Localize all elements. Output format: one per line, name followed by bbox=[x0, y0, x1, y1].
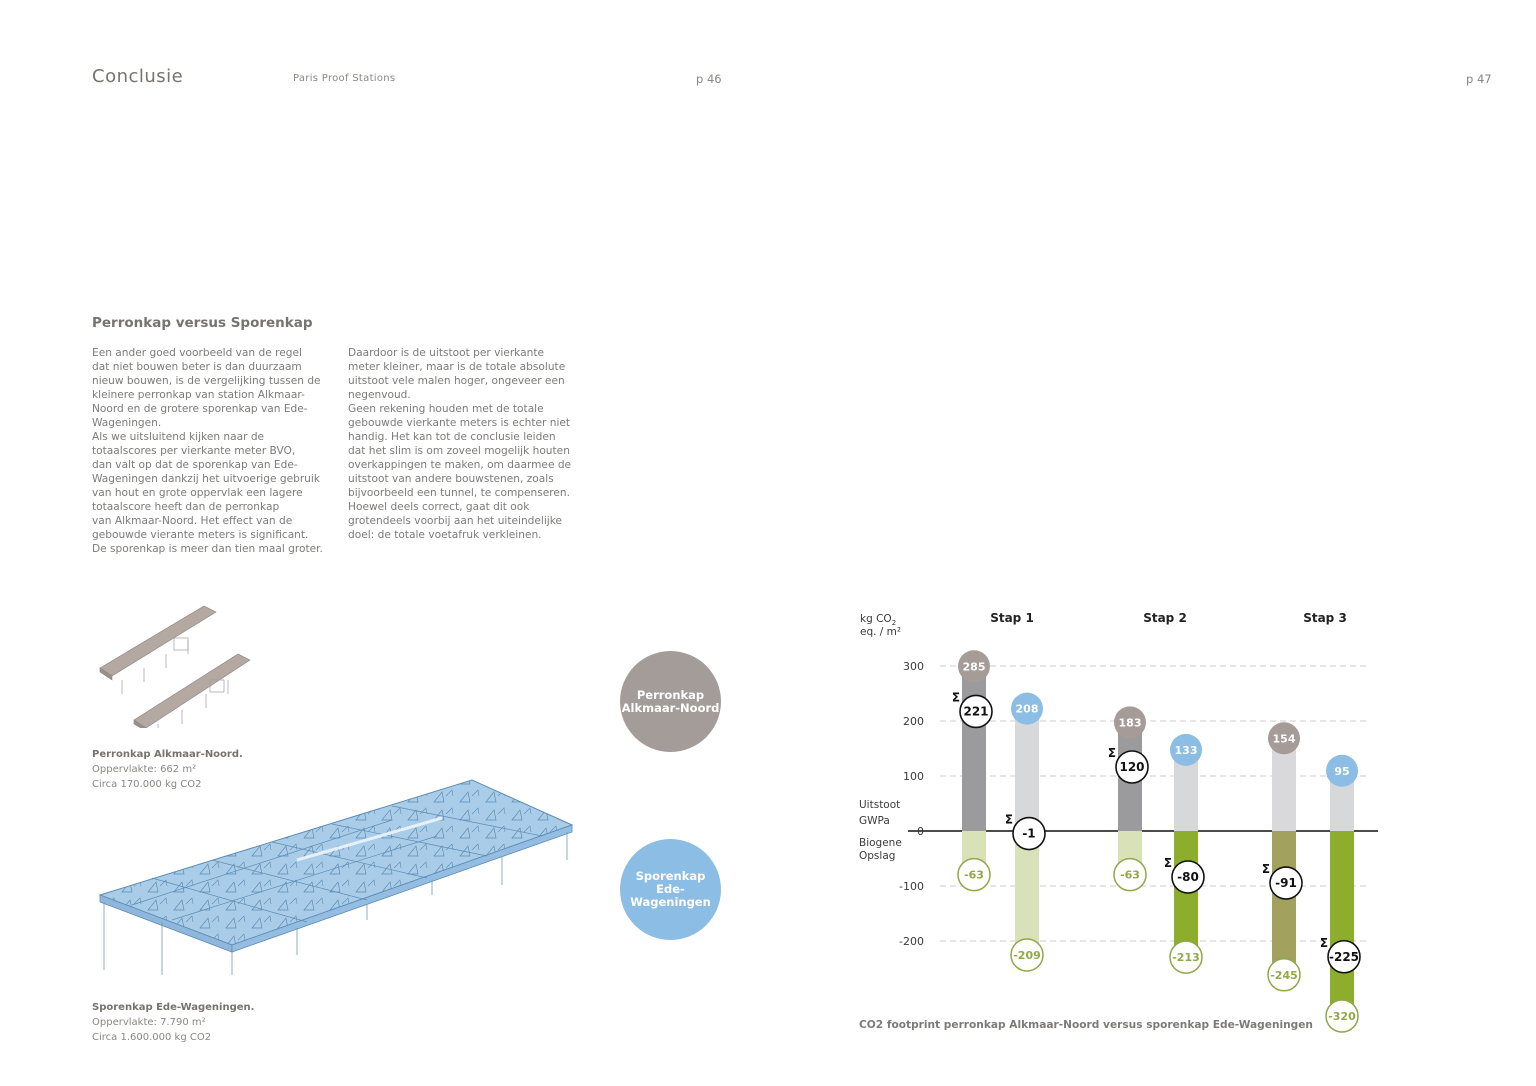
biogenic-label: -63 bbox=[964, 868, 984, 882]
emission-label: 133 bbox=[1174, 743, 1198, 757]
chart-caption: CO2 footprint perronkap Alkmaar-Noord versus sporenkap Ede-Wageningen bbox=[859, 1019, 1313, 1031]
sigma-symbol: Σ bbox=[1004, 812, 1014, 827]
bar-emission bbox=[1015, 717, 1039, 831]
alkmaar-caption-name: Perronkap Alkmaar-Noord. bbox=[92, 749, 243, 760]
running-header: Paris Proof Stations bbox=[293, 73, 396, 84]
y-tick-label: -200 bbox=[899, 935, 924, 948]
sigma-symbol: Σ bbox=[1107, 746, 1117, 760]
ede-caption-co2: Circa 1.600.000 kg CO2 bbox=[92, 1032, 212, 1043]
bar-emission bbox=[1174, 758, 1198, 831]
side-label-uitstoot: Uitstoot bbox=[859, 799, 901, 811]
total-label: -225 bbox=[1328, 949, 1360, 964]
total-label: 221 bbox=[963, 704, 989, 719]
page-number-right: p 47 bbox=[1466, 72, 1492, 86]
emission-label: 95 bbox=[1334, 764, 1350, 778]
article-heading: Perronkap versus Sporenkap bbox=[92, 315, 313, 331]
category-label: Stap 1 bbox=[990, 611, 1034, 625]
section-title: Conclusie bbox=[92, 66, 184, 87]
emission-label: 183 bbox=[1118, 716, 1142, 730]
y-tick-label: 200 bbox=[903, 715, 924, 728]
emission-label: 208 bbox=[1015, 702, 1039, 716]
alkmaar-caption-area: Oppervlakte: 662 m² bbox=[92, 764, 197, 775]
bar-biogenic bbox=[1330, 831, 1354, 1007]
bar-emission bbox=[1272, 746, 1296, 831]
ede-caption bbox=[92, 1000, 254, 1045]
y-tick-label: 0 bbox=[917, 825, 924, 838]
ede-caption-name: Sporenkap Ede-Wageningen. bbox=[92, 1002, 255, 1013]
co2-footprint-chart bbox=[840, 600, 1400, 1045]
article-column-1: Een ander goed voorbeeld van de regel dat niet bouwen beter is dan duurzaam nieuw bouwen, is de vergelijking tussen de kleinere perronkap van station Alkmaar- Noord en de grotere sporenkap van Ede- Wageningen. Als we uitsluitend kijken naar de totaalscores per vierkante meter BVO, dan valt op dat de sporenkap van Ede- Wageningen dankzij het uitvoerige gebruik van hout en grote oppervlak een lagere totaalscore heeft dan de perronkap van Alkmaar-Noord. Het effect van de gebouwde vierante meters is significant. De sporenkap is meer dan tien maal groter. bbox=[92, 347, 323, 555]
biogenic-label: -245 bbox=[1270, 968, 1298, 982]
biogenic-label: -320 bbox=[1328, 1010, 1356, 1023]
ede-roof-drawing bbox=[92, 770, 582, 980]
emission-label: 154 bbox=[1272, 732, 1296, 746]
biogenic-label: -209 bbox=[1013, 948, 1041, 962]
biogenic-label: -213 bbox=[1172, 951, 1200, 965]
ede-caption-area: Oppervlakte: 7.790 m² bbox=[92, 1017, 206, 1028]
biogenic-label: -63 bbox=[1120, 868, 1140, 882]
total-label: 120 bbox=[1119, 760, 1145, 774]
page-number-left: p 46 bbox=[696, 72, 722, 86]
side-label-biogene: Opslag bbox=[859, 850, 896, 862]
y-tick-label: 300 bbox=[903, 660, 924, 673]
total-label: -1 bbox=[1022, 826, 1036, 841]
legend-sporenkap-ede: Sporenkap Ede-Wageningen bbox=[620, 839, 721, 940]
side-label-biogene: Biogene bbox=[859, 837, 902, 849]
sigma-symbol: Σ bbox=[951, 690, 961, 705]
total-label: -80 bbox=[1177, 870, 1199, 884]
y-tick-label: 100 bbox=[903, 770, 924, 783]
y-axis-label: kg $CO_2$ eq. / m² bbox=[860, 613, 902, 638]
sigma-symbol: Σ bbox=[1319, 935, 1329, 950]
category-label: Stap 3 bbox=[1303, 611, 1347, 625]
alkmaar-caption-co2: Circa 170.000 kg CO2 bbox=[92, 779, 202, 790]
y-tick-label: -100 bbox=[899, 880, 924, 893]
total-label: -91 bbox=[1275, 876, 1297, 891]
side-label-uitstoot: GWPa bbox=[859, 815, 890, 827]
legend-perronkap-alkmaar: Perronkap Alkmaar-Noord bbox=[620, 651, 721, 752]
sigma-symbol: Σ bbox=[1163, 856, 1173, 870]
article-column-2: Daardoor is de uitstoot per vierkante meter kleiner, maar is de totale absolute uitstoot vele malen hoger, ongeveer een negenvoud. Geen rekening houden met de totale gebouwde vierkante meters is echter niet handig. Het kan tot de conclusie leiden dat het slim is om zoveel mogelijk houten overkappingen te maken, om daarmee de uitstoot van andere bouwstenen, zoals bijvoorbeeld een tunnel, te compenseren. Hoewel deels correct, gaat dit ook grotendeels voorbij aan het uiteindelijke doel: de totale voetafruk verkleinen. bbox=[348, 347, 572, 541]
category-label: Stap 2 bbox=[1143, 611, 1187, 625]
alkmaar-canopy-drawing bbox=[92, 598, 262, 728]
emission-label: 285 bbox=[962, 660, 986, 674]
sigma-symbol: Σ bbox=[1261, 862, 1271, 877]
